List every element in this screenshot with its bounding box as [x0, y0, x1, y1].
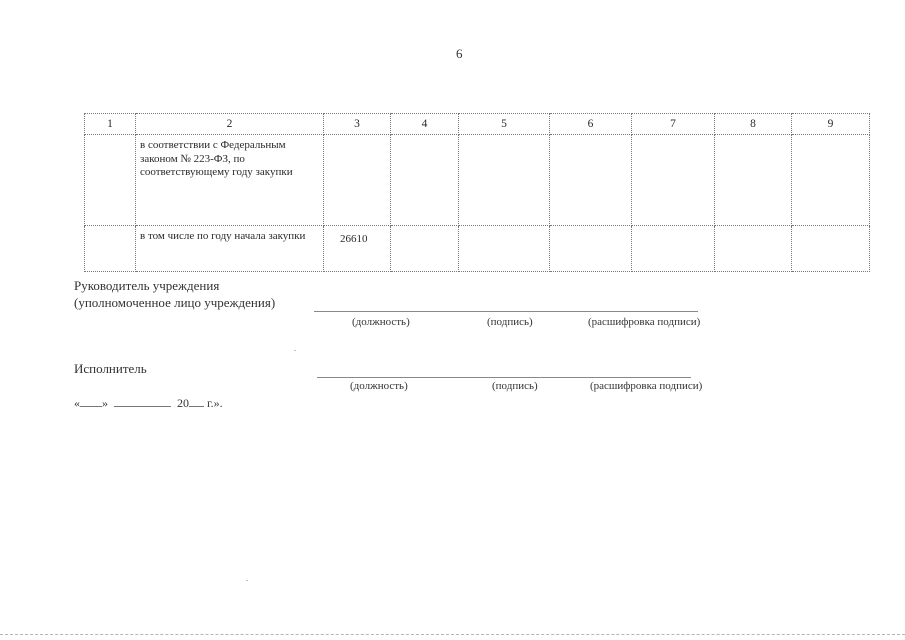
- table-cell: [792, 135, 870, 226]
- column-header: 4: [391, 114, 459, 135]
- table-cell: [324, 135, 391, 226]
- scan-speck: [294, 350, 296, 351]
- authorized-person-label: (уполномоченное лицо учреждения): [74, 295, 276, 310]
- table-cell: в соответствии с Федеральным законом № 223-ФЗ, по соответствующему году закупки: [136, 135, 324, 226]
- table-cell: [715, 226, 792, 272]
- data-table: [84, 113, 870, 272]
- column-header: 2: [136, 114, 324, 135]
- table-cell: [459, 226, 550, 272]
- year-prefix: 20: [177, 396, 189, 410]
- table-cell: [459, 135, 550, 226]
- executor-signature-line: [317, 377, 691, 378]
- table-header-row: [85, 114, 870, 135]
- column-header: 1: [85, 114, 136, 135]
- table-cell: 26610: [324, 226, 391, 272]
- table-cell: в том числе по году начала закупки: [136, 226, 324, 272]
- table-cell: [85, 226, 136, 272]
- signature-decryption-caption: (расшифровка подписи): [588, 316, 701, 328]
- column-header: 8: [715, 114, 792, 135]
- table-cell: [550, 135, 632, 226]
- column-header: 5: [459, 114, 550, 135]
- table-cell: [550, 226, 632, 272]
- signature-decryption-caption: (расшифровка подписи): [590, 380, 703, 392]
- table-cell: [391, 135, 459, 226]
- column-header: 7: [632, 114, 715, 135]
- date-close-quote: »: [102, 396, 108, 410]
- column-header: 9: [792, 114, 870, 135]
- day-blank: [80, 395, 102, 407]
- scan-speck: [246, 580, 248, 581]
- table-row: [85, 135, 870, 226]
- table-cell: [792, 226, 870, 272]
- date-suffix: г.».: [207, 396, 223, 410]
- position-caption: (должность): [352, 316, 410, 328]
- month-blank: [114, 395, 171, 407]
- table-cell: [632, 226, 715, 272]
- column-header: 6: [550, 114, 632, 135]
- executor-label: Исполнитель: [74, 361, 147, 376]
- position-caption: (должность): [350, 380, 408, 392]
- head-label: Руководитель учреждения: [74, 278, 220, 293]
- column-header: 3: [324, 114, 391, 135]
- table-row: [85, 226, 870, 272]
- table-cell: [391, 226, 459, 272]
- table-cell: [715, 135, 792, 226]
- date-open-quote: «: [74, 396, 80, 410]
- date-line: [74, 395, 223, 411]
- signature-caption: (подпись): [492, 380, 538, 392]
- signature-caption: (подпись): [487, 316, 533, 328]
- head-signature-line: [314, 311, 698, 312]
- year-blank: [189, 395, 204, 407]
- page-number: 6: [456, 46, 463, 61]
- page-edge-dashes: [0, 634, 905, 637]
- table-cell: [632, 135, 715, 226]
- table-cell: [85, 135, 136, 226]
